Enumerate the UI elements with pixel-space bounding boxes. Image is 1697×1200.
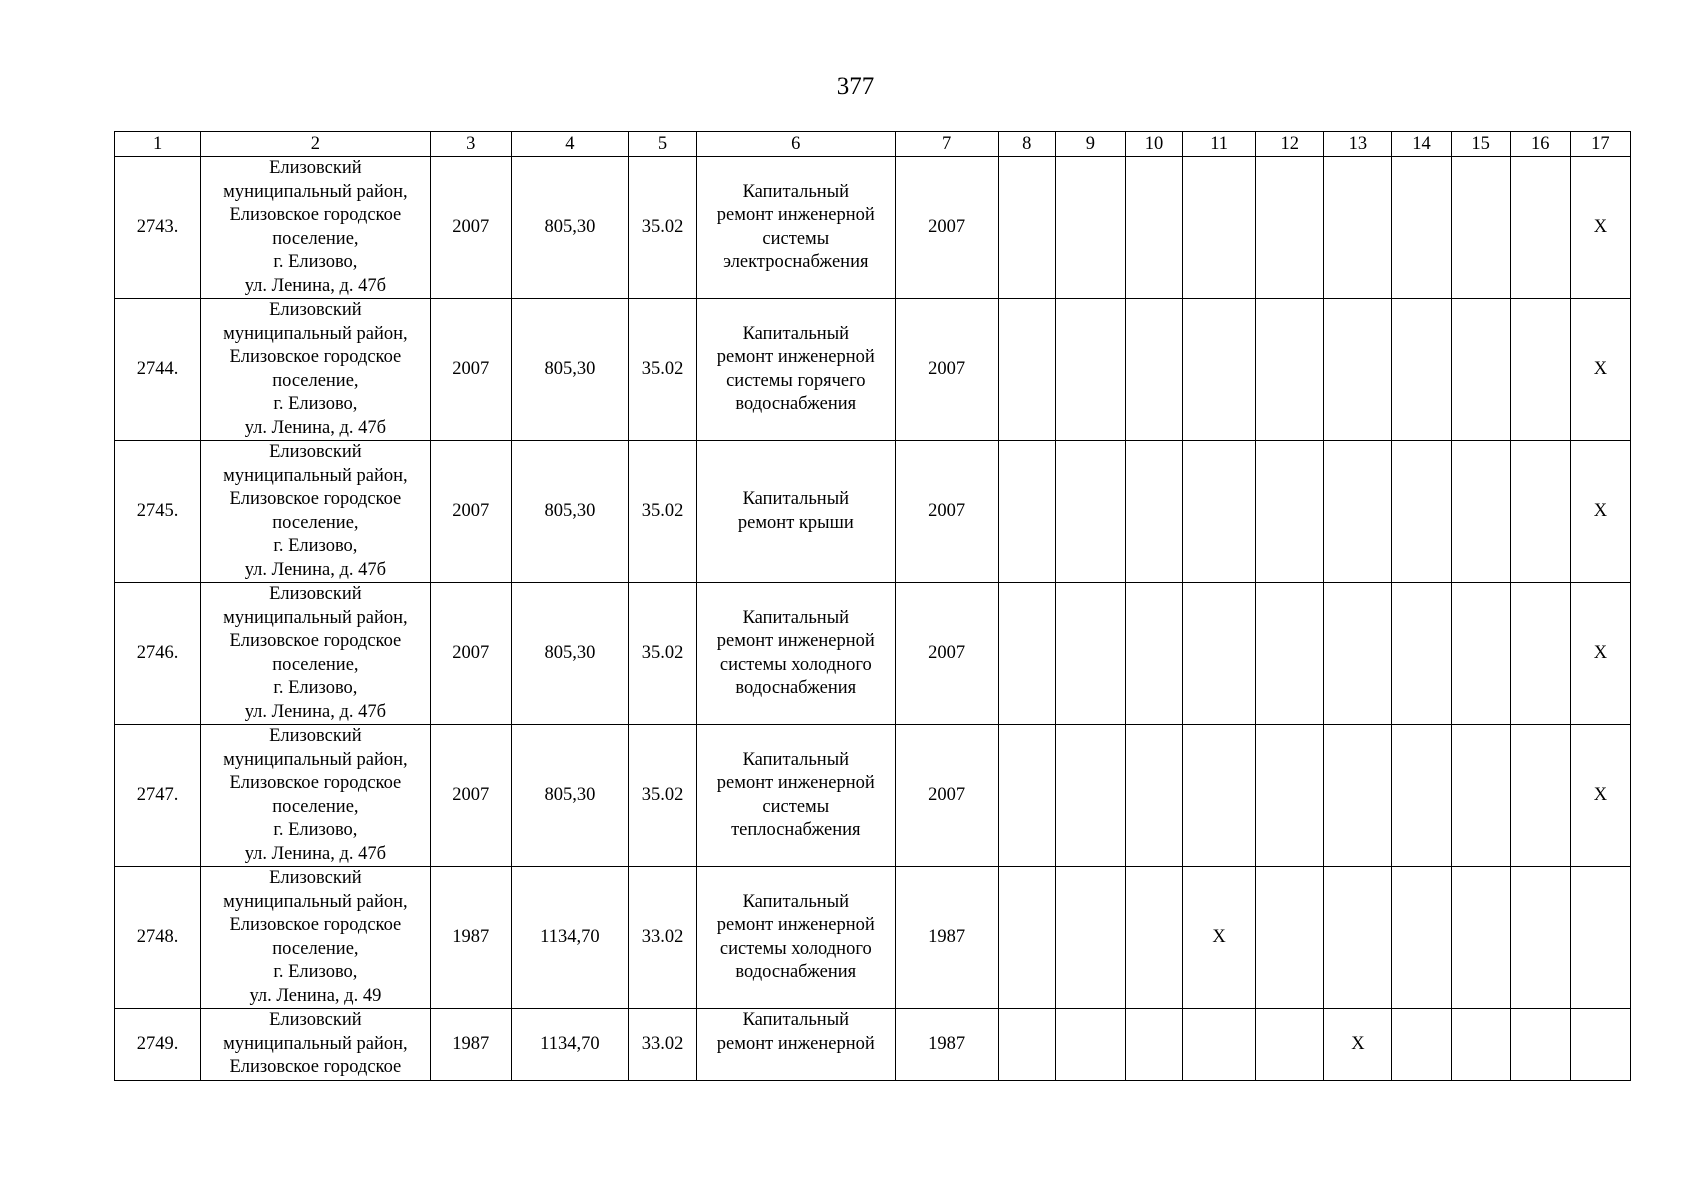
- table-row: [115, 867, 1631, 1009]
- address-line: г. Елизово,: [273, 678, 358, 698]
- address-line: ул. Ленина, д. 47б: [244, 417, 387, 438]
- mark-cell: [998, 725, 1055, 867]
- work-line: системы холодного: [719, 654, 872, 675]
- column-number-cell: 6: [697, 132, 895, 157]
- address-line: ул. Ленина, д. 47б: [244, 559, 387, 580]
- address-line: ул. Ленина, д. 47б: [244, 275, 387, 296]
- address-line: муниципальный район,: [223, 891, 408, 912]
- work-line: ремонт инженерной: [716, 1033, 875, 1054]
- mark-cell: [998, 299, 1055, 441]
- address-line: Елизовское городское: [229, 347, 402, 367]
- mark-cell: [1125, 299, 1182, 441]
- mark-cell: [1392, 441, 1451, 583]
- mark-cell: X: [1324, 1009, 1392, 1081]
- work-line: водоснабжения: [735, 962, 857, 982]
- work-type-cell: [697, 583, 895, 725]
- address-line: поселение,: [272, 512, 359, 533]
- work-line: Капитальный: [742, 489, 850, 509]
- mark-cell: [1510, 299, 1570, 441]
- work-line: ремонт инженерной: [716, 205, 875, 225]
- mark-cell: [1125, 725, 1182, 867]
- address-line: поселение,: [272, 796, 359, 817]
- mark-cell: [1392, 725, 1451, 867]
- column-number-cell: 15: [1451, 132, 1510, 157]
- area-cell: 805,30: [511, 299, 628, 441]
- mark-cell: [998, 867, 1055, 1009]
- column-number-cell: 14: [1392, 132, 1451, 157]
- mark-cell: [1451, 157, 1510, 299]
- address-line: Елизовское городское: [229, 1057, 402, 1077]
- wear-cell: 33.02: [628, 1009, 696, 1081]
- column-number-cell: 7: [895, 132, 998, 157]
- column-number-cell: 10: [1125, 132, 1182, 157]
- address-line: поселение,: [272, 228, 359, 249]
- address-line: Елизовский: [269, 442, 362, 462]
- work-type-cell: [697, 867, 895, 1009]
- mark-cell: [1392, 583, 1451, 725]
- work-type-cell: [697, 1009, 895, 1081]
- mark-cell: [1510, 725, 1570, 867]
- mark-cell: [1570, 1009, 1630, 1081]
- mark-cell: [1183, 1009, 1256, 1081]
- address-line: г. Елизово,: [273, 394, 358, 414]
- mark-cell: [1183, 299, 1256, 441]
- column-number-cell: 2: [201, 132, 430, 157]
- mark-cell: [1055, 441, 1125, 583]
- mark-cell: [1324, 583, 1392, 725]
- wear-cell: 35.02: [628, 725, 696, 867]
- work-line: системы: [762, 796, 830, 817]
- address-line: муниципальный район,: [223, 465, 408, 486]
- construction-year-cell: 2007: [430, 157, 511, 299]
- row-number-cell: 2749.: [115, 1009, 201, 1081]
- mark-cell: [1183, 441, 1256, 583]
- mark-cell: X: [1570, 299, 1630, 441]
- table-row: [115, 299, 1631, 441]
- mark-cell: [1392, 1009, 1451, 1081]
- work-year-cell: 1987: [895, 867, 998, 1009]
- column-number-cell: 8: [998, 132, 1055, 157]
- work-line: водоснабжения: [735, 678, 857, 698]
- mark-cell: X: [1570, 441, 1630, 583]
- mark-cell: [998, 583, 1055, 725]
- mark-cell: [1055, 157, 1125, 299]
- work-year-cell: 2007: [895, 725, 998, 867]
- mark-cell: [1125, 1009, 1182, 1081]
- mark-cell: [1451, 867, 1510, 1009]
- address-line: ул. Ленина, д. 47б: [244, 843, 387, 864]
- area-cell: 805,30: [511, 157, 628, 299]
- row-number-cell: 2744.: [115, 299, 201, 441]
- construction-year-cell: 2007: [430, 725, 511, 867]
- work-year-cell: 2007: [895, 583, 998, 725]
- address-line: муниципальный район,: [223, 607, 408, 628]
- area-cell: 805,30: [511, 583, 628, 725]
- column-number-cell: 1: [115, 132, 201, 157]
- construction-year-cell: 1987: [430, 1009, 511, 1081]
- work-line: Капитальный: [742, 181, 850, 202]
- mark-cell: X: [1183, 867, 1256, 1009]
- table-row: [115, 1009, 1631, 1081]
- address-line: муниципальный район,: [223, 323, 408, 344]
- mark-cell: [1256, 299, 1324, 441]
- address-line: Елизовское городское: [229, 773, 402, 793]
- address-line: муниципальный район,: [223, 181, 408, 202]
- mark-cell: [1055, 725, 1125, 867]
- mark-cell: [1055, 1009, 1125, 1081]
- mark-cell: [1055, 583, 1125, 725]
- table-row: [115, 725, 1631, 867]
- address-line: поселение,: [272, 938, 359, 959]
- table-row: [115, 441, 1631, 583]
- address-line: ул. Ленина, д. 47б: [244, 701, 387, 722]
- address-line: Елизовский: [269, 726, 362, 746]
- work-year-cell: 2007: [895, 157, 998, 299]
- address-line: поселение,: [272, 370, 359, 391]
- mark-cell: [1125, 157, 1182, 299]
- area-cell: 805,30: [511, 441, 628, 583]
- mark-cell: [1125, 441, 1182, 583]
- capital-repair-table: [114, 131, 1631, 1081]
- work-year-cell: 2007: [895, 441, 998, 583]
- wear-cell: 35.02: [628, 441, 696, 583]
- work-line: ремонт инженерной: [716, 773, 875, 793]
- work-line: ремонт крыши: [737, 512, 854, 533]
- mark-cell: X: [1570, 157, 1630, 299]
- mark-cell: [1451, 441, 1510, 583]
- mark-cell: [1256, 867, 1324, 1009]
- mark-cell: [1324, 441, 1392, 583]
- wear-cell: 35.02: [628, 299, 696, 441]
- work-line: ремонт инженерной: [716, 347, 875, 367]
- work-line: электроснабжения: [723, 252, 869, 272]
- address-line: Елизовское городское: [229, 489, 402, 509]
- table-row: [115, 157, 1631, 299]
- mark-cell: [1256, 157, 1324, 299]
- work-type-cell: [697, 725, 895, 867]
- address-cell: [201, 441, 430, 583]
- mark-cell: [1570, 867, 1630, 1009]
- area-cell: 805,30: [511, 725, 628, 867]
- address-line: муниципальный район,: [223, 1033, 408, 1054]
- mark-cell: [1510, 867, 1570, 1009]
- mark-cell: [1256, 441, 1324, 583]
- address-line: г. Елизово,: [273, 536, 358, 556]
- mark-cell: X: [1570, 583, 1630, 725]
- mark-cell: [1183, 583, 1256, 725]
- work-line: Капитальный: [742, 891, 850, 912]
- work-line: Капитальный: [742, 749, 850, 770]
- work-line: теплоснабжения: [731, 820, 861, 840]
- work-line: системы горячего: [726, 370, 866, 391]
- mark-cell: [1392, 299, 1451, 441]
- address-line: ул. Ленина, д. 49: [249, 985, 382, 1006]
- mark-cell: [1055, 299, 1125, 441]
- work-line: системы холодного: [719, 938, 872, 959]
- mark-cell: [1392, 867, 1451, 1009]
- address-line: Елизовское городское: [229, 915, 402, 935]
- mark-cell: [1183, 725, 1256, 867]
- page-number: 377: [836, 73, 875, 100]
- row-number-cell: 2746.: [115, 583, 201, 725]
- mark-cell: [1324, 157, 1392, 299]
- work-line: ремонт инженерной: [716, 915, 875, 935]
- column-number-cell: 5: [628, 132, 696, 157]
- mark-cell: [1451, 1009, 1510, 1081]
- mark-cell: [1324, 867, 1392, 1009]
- address-line: поселение,: [272, 654, 359, 675]
- address-cell: [201, 1009, 430, 1081]
- work-line: Капитальный: [742, 607, 850, 628]
- address-cell: [201, 157, 430, 299]
- address-cell: [201, 299, 430, 441]
- column-number-cell: 12: [1256, 132, 1324, 157]
- address-line: Елизовский: [269, 300, 362, 320]
- column-number-cell: 16: [1510, 132, 1570, 157]
- mark-cell: [1451, 725, 1510, 867]
- work-line: системы: [762, 228, 830, 249]
- column-number-cell: 9: [1055, 132, 1125, 157]
- work-year-cell: 2007: [895, 299, 998, 441]
- address-cell: [201, 583, 430, 725]
- mark-cell: [1183, 157, 1256, 299]
- mark-cell: [1055, 867, 1125, 1009]
- address-line: Елизовский: [269, 584, 362, 604]
- row-number-cell: 2743.: [115, 157, 201, 299]
- area-cell: 1134,70: [511, 867, 628, 1009]
- column-number-cell: 11: [1183, 132, 1256, 157]
- wear-cell: 35.02: [628, 157, 696, 299]
- column-number-cell: 4: [511, 132, 628, 157]
- work-type-cell: [697, 441, 895, 583]
- work-line: Капитальный: [742, 1010, 850, 1030]
- row-number-cell: 2745.: [115, 441, 201, 583]
- row-number-cell: 2748.: [115, 867, 201, 1009]
- mark-cell: [1125, 867, 1182, 1009]
- address-cell: [201, 725, 430, 867]
- area-cell: 1134,70: [511, 1009, 628, 1081]
- address-line: муниципальный район,: [223, 749, 408, 770]
- column-number-row: [115, 132, 1631, 157]
- address-line: г. Елизово,: [273, 820, 358, 840]
- address-line: Елизовский: [269, 868, 362, 888]
- mark-cell: [1510, 441, 1570, 583]
- mark-cell: [1324, 725, 1392, 867]
- address-cell: [201, 867, 430, 1009]
- mark-cell: [1256, 725, 1324, 867]
- mark-cell: [1510, 157, 1570, 299]
- address-line: Елизовский: [269, 158, 362, 178]
- construction-year-cell: 2007: [430, 583, 511, 725]
- work-line: ремонт инженерной: [716, 631, 875, 651]
- column-number-cell: 17: [1570, 132, 1630, 157]
- mark-cell: [1510, 583, 1570, 725]
- mark-cell: [998, 1009, 1055, 1081]
- mark-cell: [998, 157, 1055, 299]
- column-number-cell: 13: [1324, 132, 1392, 157]
- address-line: г. Елизово,: [273, 962, 358, 982]
- mark-cell: [1256, 1009, 1324, 1081]
- work-line: Капитальный: [742, 323, 850, 344]
- construction-year-cell: 1987: [430, 867, 511, 1009]
- address-line: Елизовское городское: [229, 631, 402, 651]
- mark-cell: [1451, 299, 1510, 441]
- mark-cell: X: [1570, 725, 1630, 867]
- work-type-cell: [697, 299, 895, 441]
- address-line: Елизовское городское: [229, 205, 402, 225]
- table-row: [115, 583, 1631, 725]
- work-type-cell: [697, 157, 895, 299]
- address-line: г. Елизово,: [273, 252, 358, 272]
- construction-year-cell: 2007: [430, 441, 511, 583]
- mark-cell: [1451, 583, 1510, 725]
- work-year-cell: 1987: [895, 1009, 998, 1081]
- work-line: водоснабжения: [735, 394, 857, 414]
- mark-cell: [1125, 583, 1182, 725]
- wear-cell: 33.02: [628, 867, 696, 1009]
- column-number-cell: 3: [430, 132, 511, 157]
- construction-year-cell: 2007: [430, 299, 511, 441]
- mark-cell: [1392, 157, 1451, 299]
- mark-cell: [998, 441, 1055, 583]
- wear-cell: 35.02: [628, 583, 696, 725]
- mark-cell: [1324, 299, 1392, 441]
- address-line: Елизовский: [269, 1010, 362, 1030]
- mark-cell: [1510, 1009, 1570, 1081]
- row-number-cell: 2747.: [115, 725, 201, 867]
- mark-cell: [1256, 583, 1324, 725]
